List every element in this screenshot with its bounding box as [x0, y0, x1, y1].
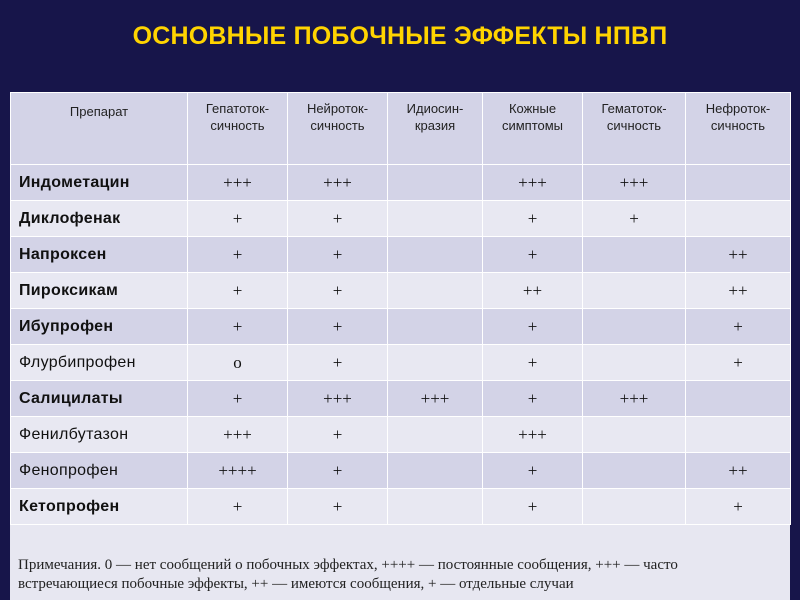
- effect-cell: +++: [483, 417, 583, 453]
- effect-cell: [583, 489, 686, 525]
- drug-name-cell: Пироксикам: [11, 273, 188, 309]
- drug-name-cell: Ибупрофен: [11, 309, 188, 345]
- col-header-hematotoxicity: Гематоток-сичность: [583, 93, 686, 165]
- effect-cell: +++: [388, 381, 483, 417]
- drug-name-cell: Фенопрофен: [11, 453, 188, 489]
- effect-cell: [388, 165, 483, 201]
- effect-cell: [583, 309, 686, 345]
- effect-cell: +: [188, 237, 288, 273]
- effect-cell: +: [686, 489, 791, 525]
- drug-name-cell: Диклофенак: [11, 201, 188, 237]
- effect-cell: +: [483, 453, 583, 489]
- effect-cell: +: [483, 237, 583, 273]
- effect-cell: +: [288, 489, 388, 525]
- effect-cell: +: [686, 309, 791, 345]
- drug-name-cell: Салицилаты: [11, 381, 188, 417]
- col-header-neurotoxicity: Нейроток-сичность: [288, 93, 388, 165]
- effect-cell: +: [686, 345, 791, 381]
- table-row: [11, 489, 791, 525]
- effect-cell: ++: [686, 237, 791, 273]
- table-header-row: [11, 93, 791, 165]
- effect-cell: +++: [288, 381, 388, 417]
- effect-cell: [686, 417, 791, 453]
- table-row: [11, 165, 791, 201]
- col-header-nephrotoxicity: Нефроток-сичность: [686, 93, 791, 165]
- effect-cell: [686, 381, 791, 417]
- effect-cell: +: [188, 273, 288, 309]
- table-row: [11, 381, 791, 417]
- effect-cell: [686, 165, 791, 201]
- table-row: [11, 345, 791, 381]
- effect-cell: +++: [583, 165, 686, 201]
- effect-cell: [388, 453, 483, 489]
- effect-cell: [583, 453, 686, 489]
- effect-cell: ++: [686, 453, 791, 489]
- effect-cell: [388, 345, 483, 381]
- drug-name-cell: Флурбипрофен: [11, 345, 188, 381]
- effect-cell: +: [188, 201, 288, 237]
- table-row: [11, 309, 791, 345]
- effect-cell: +: [288, 309, 388, 345]
- slide-title: ОСНОВНЫЕ ПОБОЧНЫЕ ЭФФЕКТЫ НПВП: [132, 22, 668, 50]
- effect-cell: +: [188, 309, 288, 345]
- table-row: [11, 237, 791, 273]
- effect-cell: +: [288, 237, 388, 273]
- col-header-drug: Препарат: [11, 93, 188, 165]
- table-body: [11, 165, 791, 525]
- effect-cell: [388, 417, 483, 453]
- effect-cell: +: [288, 453, 388, 489]
- effect-cell: ++: [483, 273, 583, 309]
- effect-cell: +: [288, 345, 388, 381]
- effect-cell: [686, 201, 791, 237]
- effect-cell: ++: [686, 273, 791, 309]
- effect-cell: +: [583, 201, 686, 237]
- drug-name-cell: Напроксен: [11, 237, 188, 273]
- effect-cell: +: [288, 417, 388, 453]
- effect-cell: о: [188, 345, 288, 381]
- effect-cell: [583, 273, 686, 309]
- effect-cell: +: [188, 489, 288, 525]
- effect-cell: +: [288, 273, 388, 309]
- effect-cell: +: [288, 201, 388, 237]
- table-row: [11, 273, 791, 309]
- effect-cell: [388, 237, 483, 273]
- drug-name-cell: Фенилбутазон: [11, 417, 188, 453]
- effect-cell: +++: [188, 417, 288, 453]
- effect-cell: [583, 345, 686, 381]
- col-header-idiosyncrasy: Идиосин-кразия: [388, 93, 483, 165]
- effect-cell: +++: [483, 165, 583, 201]
- effect-cell: [388, 201, 483, 237]
- effect-cell: +: [483, 201, 583, 237]
- side-effects-table: [10, 92, 791, 525]
- effect-cell: +: [483, 381, 583, 417]
- effect-cell: [583, 417, 686, 453]
- col-header-skin-symptoms: Кожные симптомы: [483, 93, 583, 165]
- table-row: [11, 453, 791, 489]
- footnote: Примечания. 0 — нет сообщений о побочных эффектах, ++++ — постоянные сообщения, +++ — часто встречающиеся побочные эффекты, ++ — имеются сообщения, + — отдельные случаи: [18, 557, 678, 592]
- effect-cell: +++: [188, 165, 288, 201]
- effect-cell: +: [188, 381, 288, 417]
- effect-cell: +++: [583, 381, 686, 417]
- col-header-hepatotoxicity: Гепатоток-сичность: [188, 93, 288, 165]
- effect-cell: ++++: [188, 453, 288, 489]
- effect-cell: [583, 237, 686, 273]
- table-row: [11, 201, 791, 237]
- effect-cell: +: [483, 309, 583, 345]
- effect-cell: [388, 489, 483, 525]
- drug-name-cell: Кетопрофен: [11, 489, 188, 525]
- drug-name-cell: Индометацин: [11, 165, 188, 201]
- table-row: [11, 417, 791, 453]
- effect-cell: +: [483, 345, 583, 381]
- effect-cell: [388, 309, 483, 345]
- effect-cell: +: [483, 489, 583, 525]
- effect-cell: [388, 273, 483, 309]
- effect-cell: +++: [288, 165, 388, 201]
- content-panel: [10, 92, 790, 600]
